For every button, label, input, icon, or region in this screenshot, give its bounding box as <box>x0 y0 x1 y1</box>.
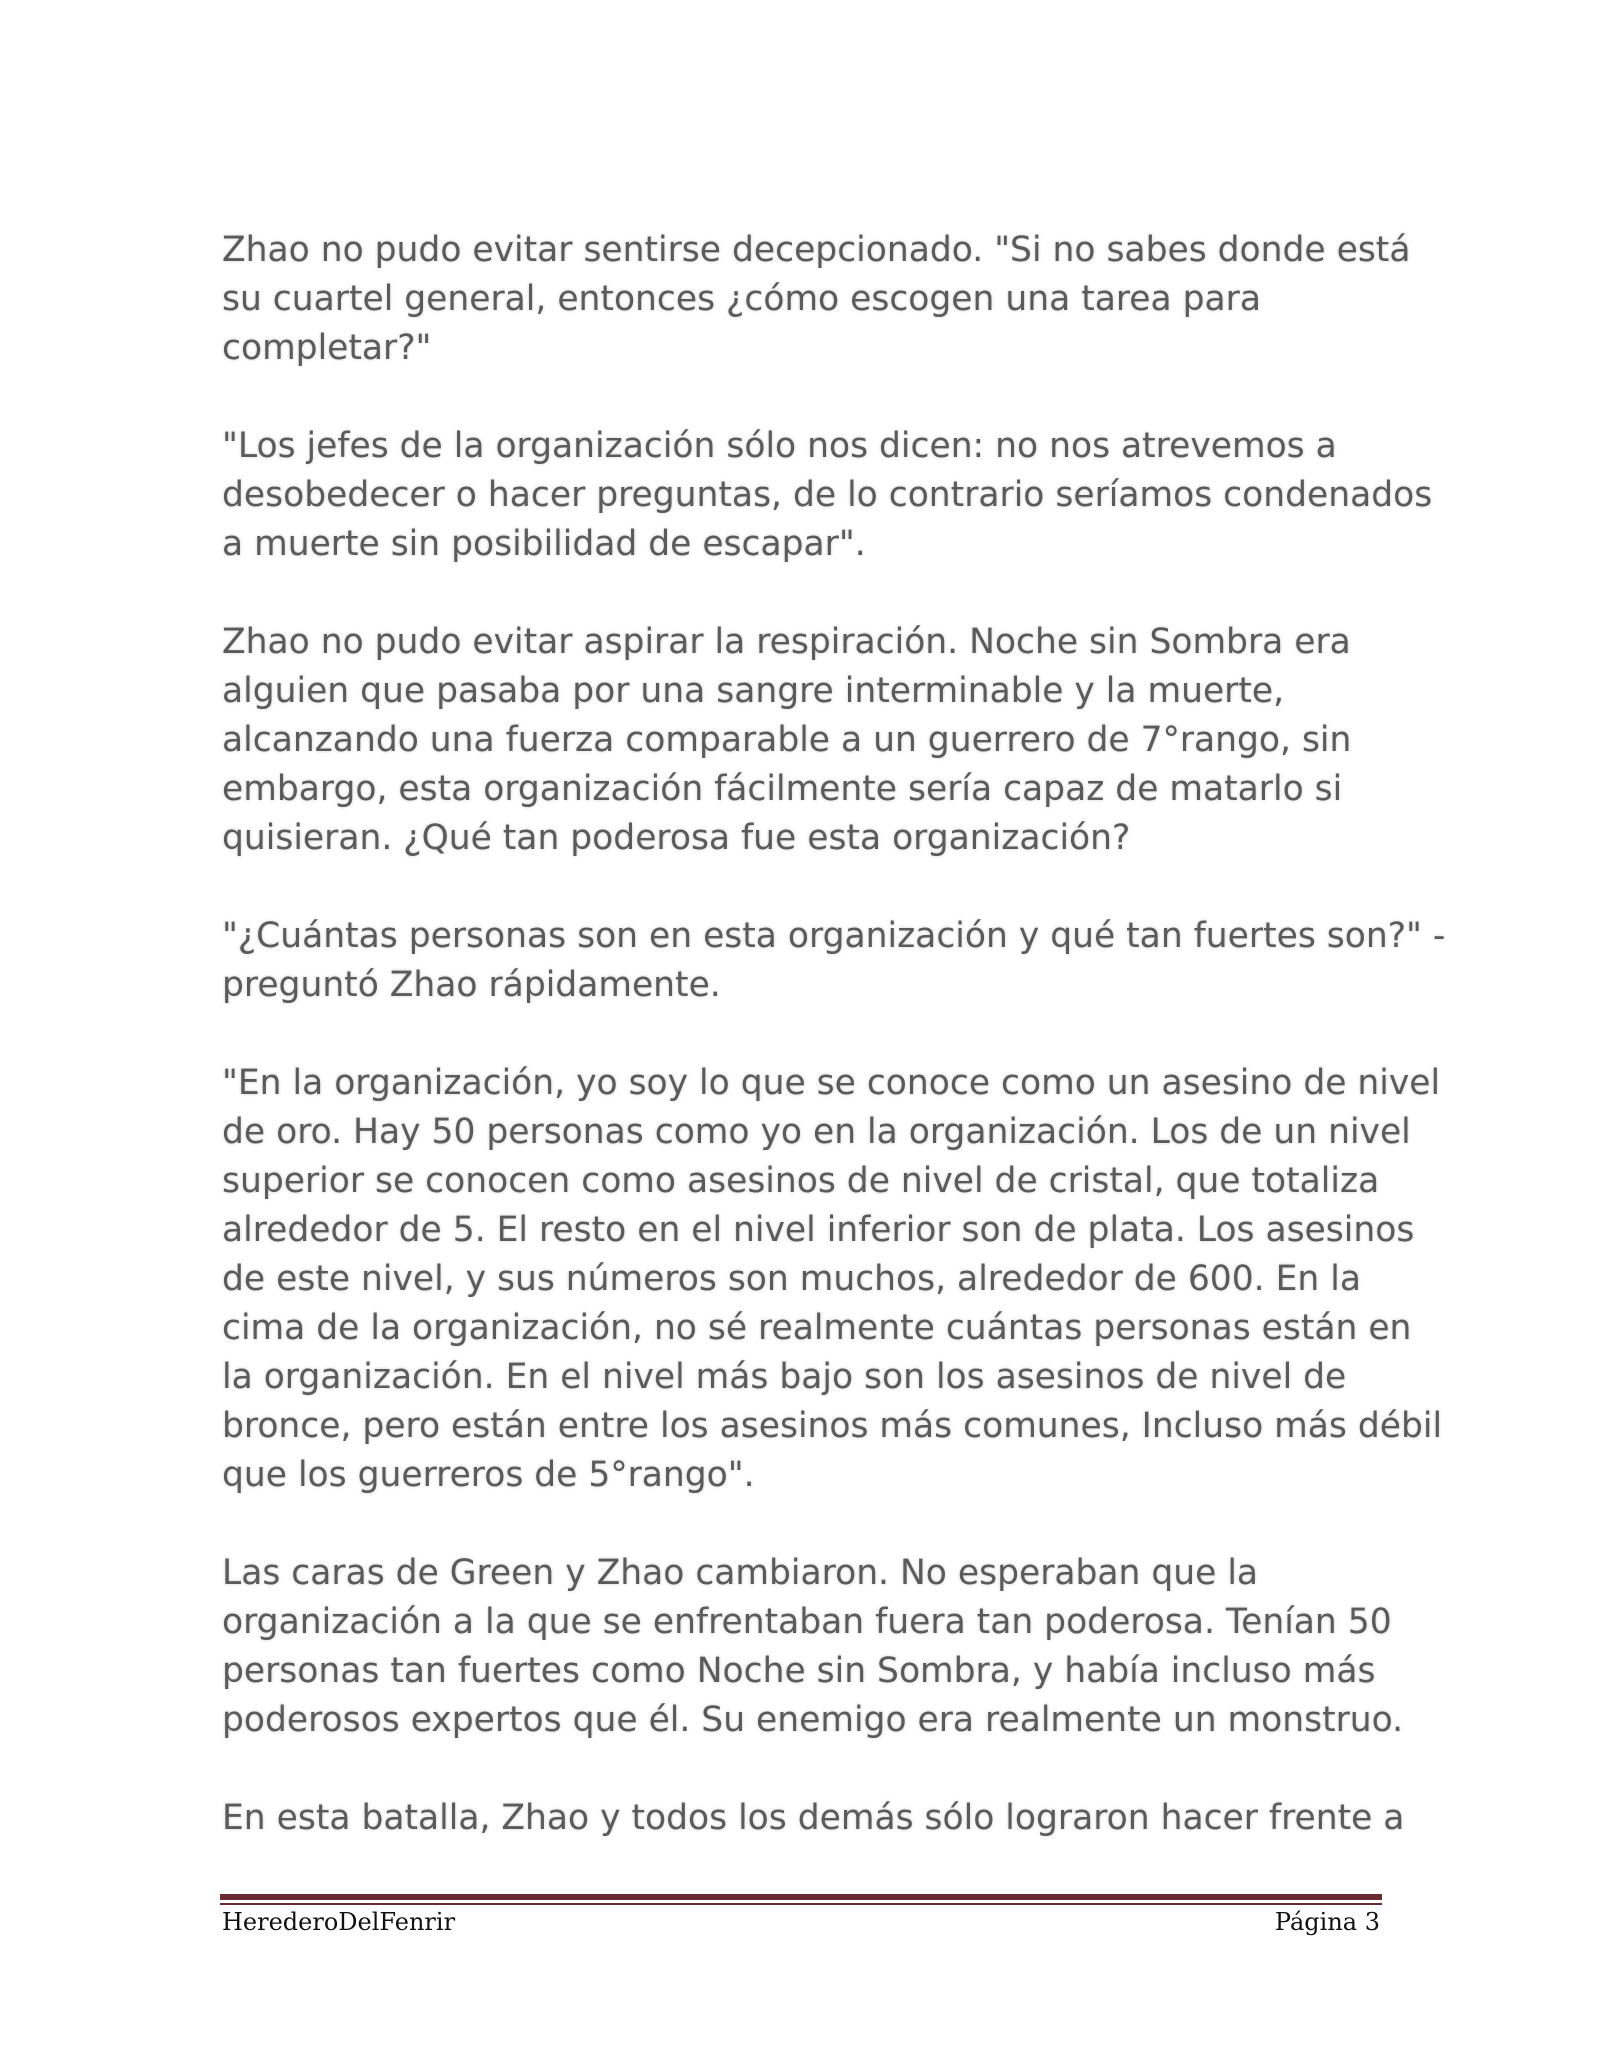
text-line: Las caras de Green y Zhao cambiaron. No esperaban que la <box>222 1553 1259 1593</box>
paragraph-5 <box>222 1059 1443 1500</box>
text-line: poderosos expertos que él. Su enemigo era realmente un monstruo. <box>222 1700 1404 1740</box>
text-line: "¿Cuántas personas son en esta organización y qué tan fuertes son?" - <box>222 916 1446 956</box>
text-line: alguien que pasaba por una sangre interminable y la muerte, <box>222 671 1285 711</box>
text-line: bronce, pero están entre los asesinos más comunes, Incluso más débil <box>222 1406 1443 1446</box>
text-line: organización a la que se enfrentaban fuera tan poderosa. Tenían 50 <box>222 1602 1392 1642</box>
text-line: "Los jefes de la organización sólo nos dicen: no nos atrevemos a <box>222 426 1337 466</box>
footer-rule <box>220 1894 1382 1905</box>
paragraph-3 <box>222 618 1392 863</box>
page-footer <box>222 1908 1380 1936</box>
footer-rule-thin <box>220 1903 1382 1905</box>
text-line: de este nivel, y sus números son muchos, alrededor de 600. En la <box>222 1259 1361 1299</box>
text-line: embargo, esta organización fácilmente sería capaz de matarlo si <box>222 769 1343 809</box>
text-line: completar?" <box>222 328 432 368</box>
paragraph-2 <box>222 422 1433 569</box>
text-line: a muerte sin posibilidad de escapar". <box>222 524 866 564</box>
paragraph-4 <box>222 912 1446 1010</box>
text-line: de oro. Hay 50 personas como yo en la organización. Los de un nivel <box>222 1112 1411 1152</box>
text-line: quisieran. ¿Qué tan poderosa fue esta organización? <box>222 818 1131 858</box>
text-line: que los guerreros de 5°rango". <box>222 1455 755 1495</box>
paragraph-7 <box>222 1794 1405 1843</box>
footer-page-number: Página 3 <box>1274 1908 1380 1936</box>
body-text <box>222 226 1446 1892</box>
text-line: preguntó Zhao rápidamente. <box>222 965 721 1005</box>
text-line: cima de la organización, no sé realmente cuántas personas están en <box>222 1308 1412 1348</box>
text-line: su cuartel general, entonces ¿cómo escogen una tarea para <box>222 279 1261 319</box>
text-line: la organización. En el nivel más bajo son los asesinos de nivel de <box>222 1357 1347 1397</box>
text-line: "En la organización, yo soy lo que se conoce como un asesino de nivel <box>222 1063 1441 1103</box>
text-line: Zhao no pudo evitar sentirse decepcionado. "Si no sabes donde está <box>222 230 1411 270</box>
text-line: Zhao no pudo evitar aspirar la respiración. Noche sin Sombra era <box>222 622 1351 662</box>
text-line: En esta batalla, Zhao y todos los demás sólo lograron hacer frente a <box>222 1798 1405 1838</box>
text-line: desobedecer o hacer preguntas, de lo contrario seríamos condenados <box>222 475 1433 515</box>
paragraph-1 <box>222 226 1411 373</box>
text-line: superior se conocen como asesinos de nivel de cristal, que totaliza <box>222 1161 1380 1201</box>
paragraph-6 <box>222 1549 1404 1745</box>
text-line: personas tan fuertes como Noche sin Sombra, y había incluso más <box>222 1651 1376 1691</box>
footer-author: HerederoDelFenrir <box>222 1908 456 1936</box>
text-line: alrededor de 5. El resto en el nivel inferior son de plata. Los asesinos <box>222 1210 1415 1250</box>
text-line: alcanzando una fuerza comparable a un guerrero de 7°rango, sin <box>222 720 1352 760</box>
